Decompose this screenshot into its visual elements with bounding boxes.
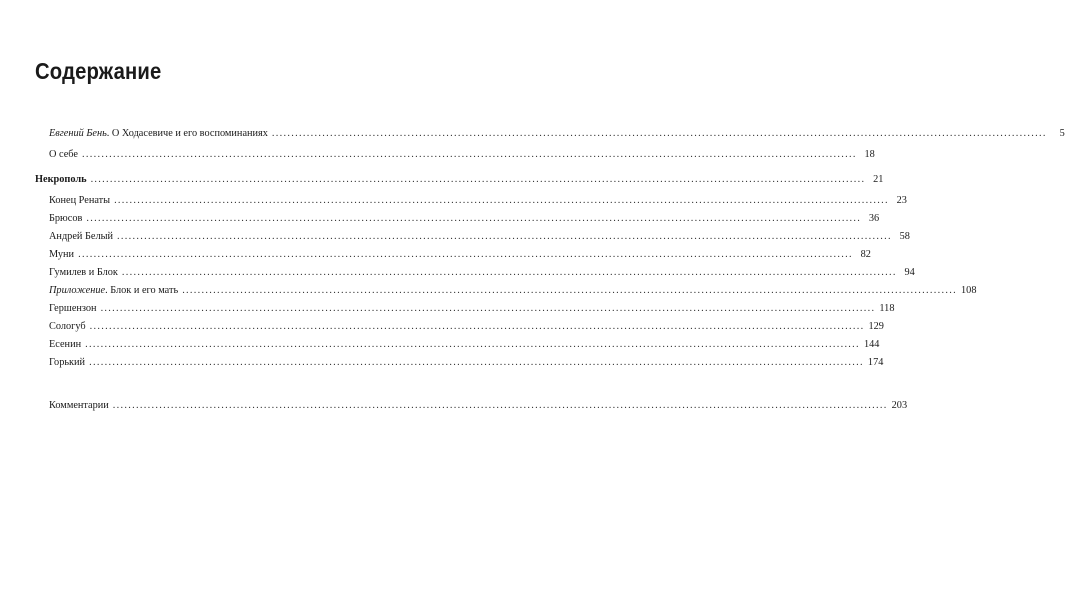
toc-entry [49,126,1065,142]
toc-entry-title: Брюсов [49,213,83,224]
toc-leader-dots: ........................................................................................................................................................................................................ [78,249,853,260]
toc-entry [49,193,907,209]
toc-page-number: 144 [863,339,880,350]
toc-entry-title: Муни [49,249,75,260]
toc-leader-dots: ........................................................................................................................................................................................................ [86,213,862,224]
toc-entry-title: Конец Ренаты [49,195,111,206]
toc-entry-title: Гершензон [49,303,97,314]
toc-entry-title: Есенин [49,339,82,350]
toc-page-number: 5 [1059,128,1065,139]
toc-leader-dots: ........................................................................................................................................................................................................ [112,400,888,411]
toc-leader-dots: ........................................................................................................................................................................................................ [89,357,864,368]
toc-section-title: Некрополь [35,174,87,185]
toc-entry [49,398,908,414]
toc-leader-dots: ........................................................................................................................................................................................................ [271,128,1047,139]
toc-entry-title: О себе [49,149,78,160]
toc-entry [49,283,977,299]
toc-leader-dots: ........................................................................................................................................................................................................ [114,195,889,206]
toc-entry-title: Комментарии [49,400,109,411]
toc-page-number: 23 [896,195,907,206]
toc-entry [49,301,895,317]
toc-entry-title: Гумилев и Блок [49,267,118,278]
toc-leader-dots: ........................................................................................................................................................................................................ [182,285,958,296]
toc-page-number: 203 [891,400,908,411]
toc-page-number: 94 [904,267,915,278]
toc-entry [49,355,884,371]
toc-page-number: 108 [961,285,977,296]
toc-entry-title: Евгений Бень. О Ходасевиче и его воспоминаниях [49,128,268,139]
toc-leader-dots: ........................................................................................................................................................................................................ [121,267,897,278]
toc-page-number: 118 [879,303,895,314]
toc-page-number: 21 [873,174,884,185]
toc-entry-title: Сологуб [49,321,86,332]
toc-entry-title: Андрей Белый [49,231,114,242]
toc-page-number: 129 [868,321,884,332]
toc-entry-title: Приложение. Блок и его мать [49,285,179,296]
toc-leader-dots: ........................................................................................................................................................................................................ [85,339,860,350]
toc-leader-dots: ........................................................................................................................................................................................................ [89,321,865,332]
toc-entry [49,211,880,227]
toc-leader-dots: ........................................................................................................................................................................................................ [90,174,866,185]
toc-page-number: 174 [867,357,884,368]
toc-page-number: 82 [860,249,871,260]
toc-entry [49,337,880,353]
toc-leader-dots: ........................................................................................................................................................................................................ [100,303,876,314]
toc-page-number: 18 [864,149,875,160]
toc-entry-title: Горький [49,357,86,368]
toc-entry [49,319,884,335]
toc-entry [49,265,915,281]
toc-entry [49,147,875,163]
toc-page-number: 58 [899,231,910,242]
toc-entry [49,247,871,263]
toc-leader-dots: ........................................................................................................................................................................................................ [117,231,892,242]
toc-leader-dots: ........................................................................................................................................................................................................ [81,149,857,160]
page-title: Содержание [35,58,162,84]
toc-section-entry [35,172,884,188]
toc-page-number: 36 [868,213,880,224]
toc-entry [49,229,910,245]
